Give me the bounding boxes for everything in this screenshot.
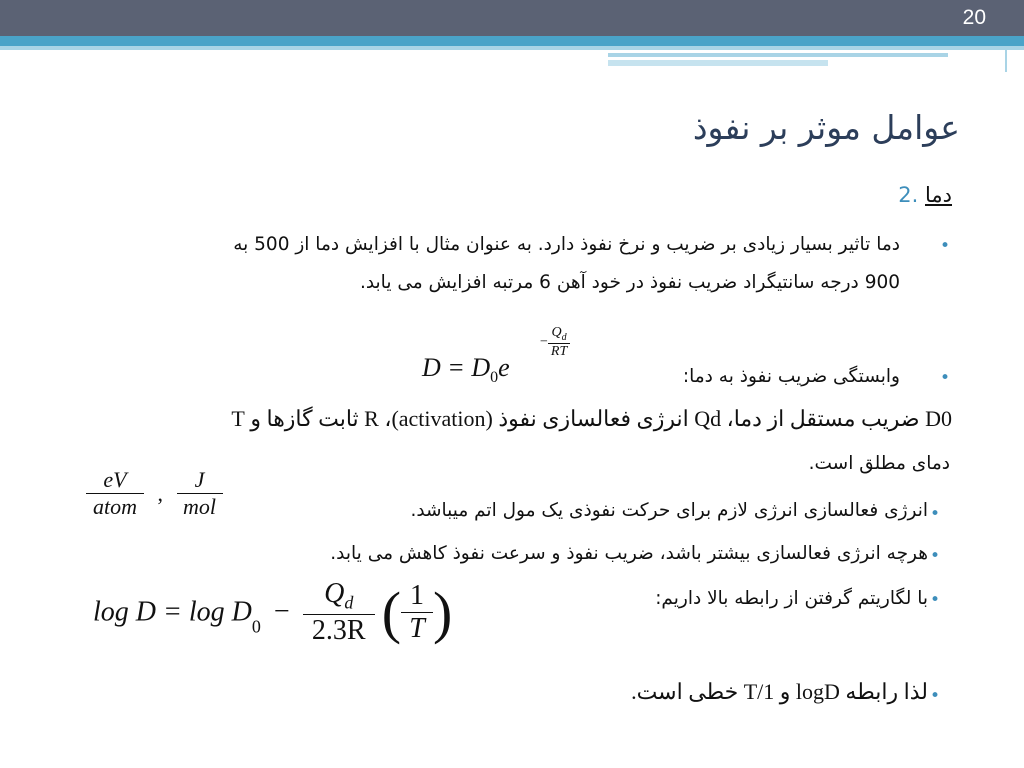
eq1-base: e	[498, 353, 510, 382]
para-4-text: انرژی فعالسازی انرژی لازم برای حرکت نفوذی یک مول اتم میباشد.	[410, 500, 928, 521]
para-2-text: وابستگی ضریب نفوذ به دما:	[682, 366, 900, 387]
eq2-den: 2.3R	[311, 614, 366, 646]
header-short-band-2	[608, 60, 828, 66]
equation-log-form	[93, 578, 452, 647]
slide-number: 20	[962, 6, 986, 29]
bullet-6: •	[929, 590, 940, 610]
bullet-7: •	[929, 686, 940, 706]
eq2-fraction	[303, 578, 375, 647]
header-accent-band	[0, 36, 1024, 46]
eq2-num-sub: d	[344, 592, 354, 613]
para-6-text: با لگاریتم گرفتن از رابطه بالا داریم:	[655, 588, 928, 609]
section-number: .2	[898, 183, 919, 207]
eq2-right-paren: )	[433, 579, 453, 645]
eq1-num-sub: d	[561, 331, 567, 343]
eq1-minus: −	[540, 334, 548, 350]
eq2-num: Q	[324, 578, 345, 609]
unit-separator: ,	[157, 480, 163, 506]
eq1-den: RT	[550, 343, 568, 359]
eq2-sub: 0	[251, 616, 261, 637]
eq1-exponent	[540, 325, 570, 360]
header-short-band	[608, 53, 948, 57]
header-vertical-line	[1005, 50, 1007, 72]
bullet-4: •	[929, 504, 940, 524]
para-7-text: لذا رابطه logD و 1/T خطی است.	[631, 679, 928, 704]
eq1-exponent-fraction	[548, 325, 570, 360]
section-heading	[898, 183, 952, 207]
equation-arrhenius	[422, 353, 510, 387]
unit-j-per-mol	[177, 467, 223, 520]
bullet-2: •	[939, 368, 950, 388]
eq2-lhs: log D = log D	[93, 596, 252, 628]
unit-1-num: eV	[86, 467, 144, 494]
bullet-5: •	[929, 546, 940, 566]
para-3-line-2: دمای مطلق است.	[808, 453, 950, 474]
unit-2-den: mol	[183, 494, 216, 519]
eq2-minus: −	[273, 596, 290, 628]
energy-units	[86, 467, 223, 520]
eq1-num: Q	[551, 325, 562, 340]
para-1-line-2: 900 درجه سانتیگراد ضریب نفوذ در خود آهن 6 مرتبه افزایش می یابد.	[359, 272, 900, 293]
unit-2-num: J	[177, 467, 223, 494]
eq2-left-paren: (	[381, 579, 402, 645]
slide-title: عوامل موثر بر نفوذ	[692, 108, 960, 147]
eq2-paren-num: 1	[401, 580, 433, 613]
eq1-lhs: D = D	[422, 353, 491, 382]
para-3-line-1: D0 ضریب مستقل از دما، Qd انرژی فعالسازی نفوذ (activation)، R ثابت گازها و T	[231, 406, 952, 431]
header-bar	[0, 0, 1024, 36]
para-5-text: هرچه انرژی فعالسازی بیشتر باشد، ضریب نفوذ و سرعت نفوذ کاهش می یابد.	[330, 543, 928, 564]
section-label: دما	[925, 183, 952, 207]
unit-1-den: atom	[93, 494, 137, 519]
header-light-band	[0, 46, 1024, 50]
eq1-sub: 0	[490, 369, 499, 387]
para-1-line-1: دما تاثیر بسیار زیادی بر ضریب و نرخ نفوذ دارد. به عنوان مثال با افزایش دما از 500 به	[233, 234, 900, 255]
unit-ev-per-atom	[86, 467, 144, 520]
eq2-reciprocal-fraction	[401, 580, 433, 645]
eq2-paren-den: T	[409, 612, 425, 644]
bullet-1: •	[939, 236, 950, 256]
